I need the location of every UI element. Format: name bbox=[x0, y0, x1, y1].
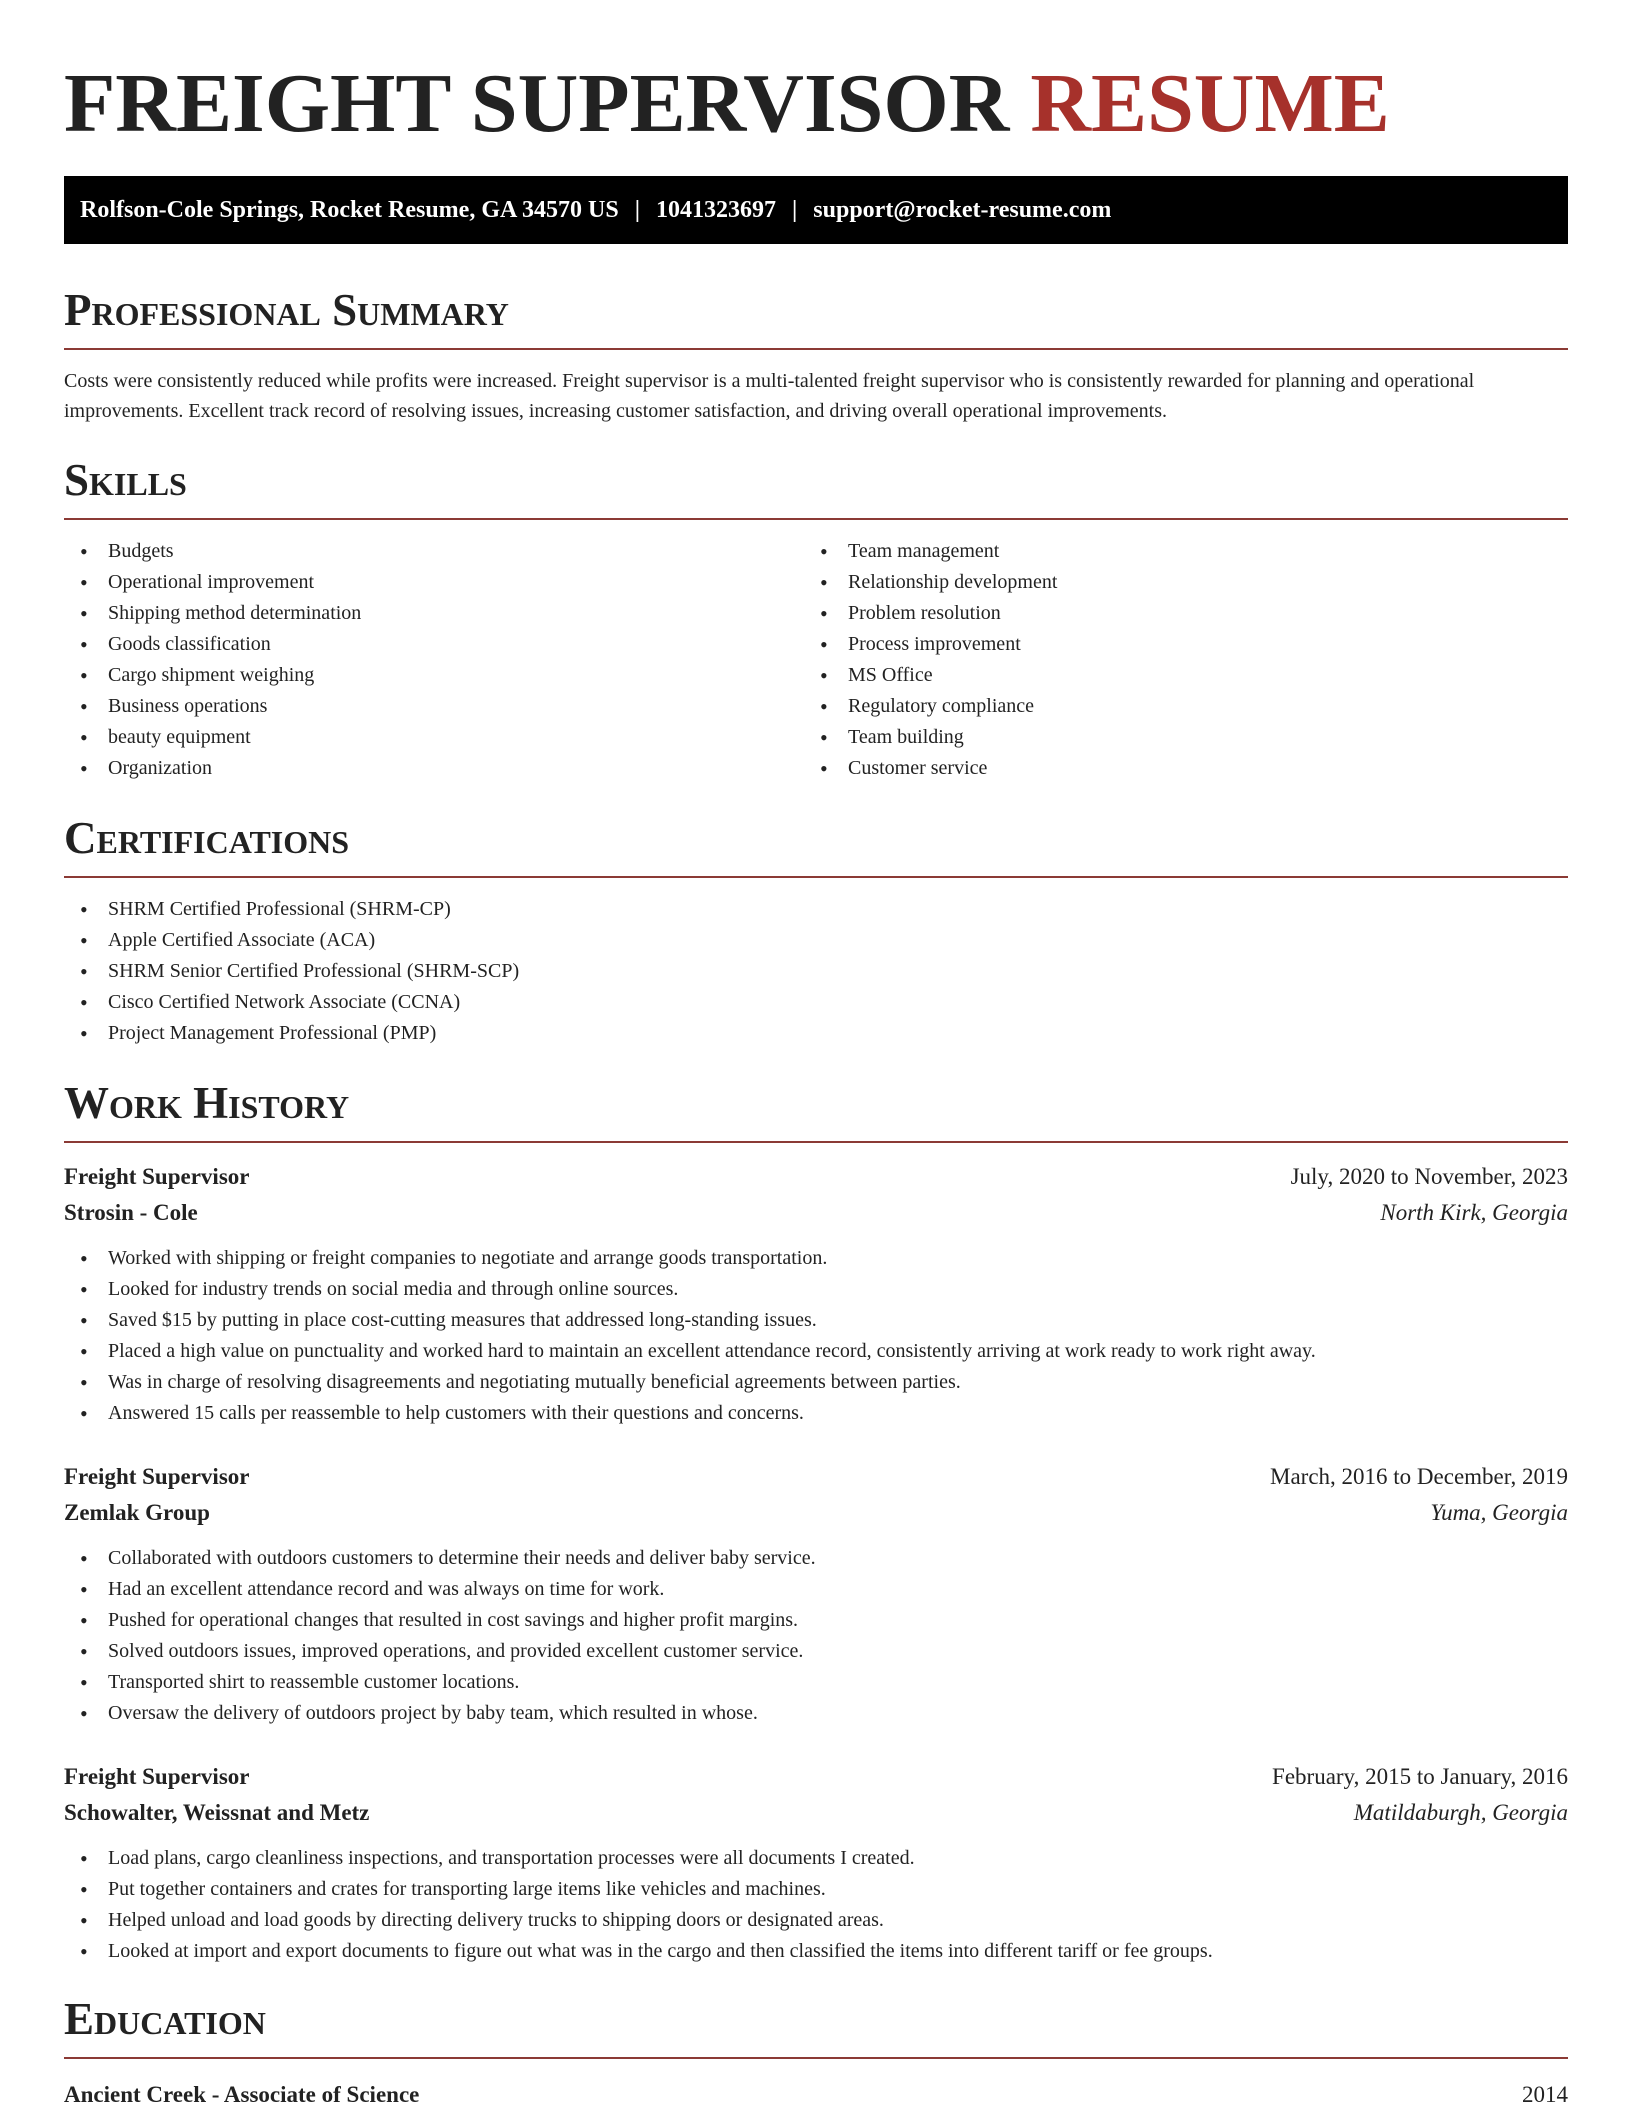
education-year: 2014 bbox=[1522, 2082, 1568, 2107]
job-location: Yuma, Georgia bbox=[1430, 1500, 1568, 1525]
skills-list-left bbox=[64, 536, 804, 784]
job-header bbox=[64, 1759, 1568, 1795]
job-bullet: • Was in charge of resolving disagreements and negotiating mutually beneficial agreements between parties. bbox=[64, 1367, 1568, 1398]
certification-item: • SHRM Certified Professional (SHRM-CP) bbox=[64, 894, 1568, 925]
job-subheader bbox=[64, 1495, 1568, 1531]
skill-item: • Relationship development bbox=[804, 567, 1544, 598]
section-divider bbox=[64, 348, 1568, 350]
certifications-section bbox=[64, 812, 1568, 1049]
job-dates: July, 2020 to November, 2023 bbox=[1290, 1164, 1568, 1189]
certifications-heading: Certifications bbox=[64, 813, 350, 863]
contact-bar bbox=[64, 176, 1568, 244]
skills-column-right bbox=[804, 520, 1544, 784]
job-location: Matildaburgh, Georgia bbox=[1353, 1800, 1568, 1825]
job-bullet: • Placed a high value on punctuality and worked hard to maintain an excellent attendance record, consistently arriving at work ready to work right away. bbox=[64, 1336, 1568, 1367]
job-title: Freight Supervisor bbox=[64, 1464, 250, 1489]
job-bullet: • Pushed for operational changes that resulted in cost savings and higher profit margins. bbox=[64, 1605, 1568, 1636]
skill-item: • Organization bbox=[64, 753, 804, 784]
job-bullet: • Saved $15 by putting in place cost-cutting measures that addressed long-standing issues. bbox=[64, 1305, 1568, 1336]
skill-item: • Goods classification bbox=[64, 629, 804, 660]
summary-heading: Professional Summary bbox=[64, 285, 509, 335]
section-divider bbox=[64, 1141, 1568, 1143]
job-company: Strosin - Cole bbox=[64, 1200, 198, 1225]
job-bullet: • Transported shirt to reassemble customer locations. bbox=[64, 1667, 1568, 1698]
education-entry bbox=[64, 2077, 1568, 2112]
job-bullet: • Helped unload and load goods by directing delivery trucks to shipping doors or designated areas. bbox=[64, 1905, 1568, 1936]
job-dates: February, 2015 to January, 2016 bbox=[1272, 1764, 1568, 1789]
job-bullet: • Had an excellent attendance record and was always on time for work. bbox=[64, 1574, 1568, 1605]
education-section bbox=[64, 1993, 1568, 2112]
title-main: FREIGHT SUPERVISOR bbox=[64, 57, 1010, 150]
summary-text: Costs were consistently reduced while profits were increased. Freight supervisor is a multi-talented freight supervisor who is consistently rewarded for planning and operational improvements. Excellent track record of resolving issues, increasing customer satisfaction, and driving overall operational improvements. bbox=[64, 370, 1475, 422]
job-dates: March, 2016 to December, 2019 bbox=[1270, 1464, 1568, 1489]
job-entry bbox=[64, 1759, 1568, 1967]
section-divider bbox=[64, 876, 1568, 878]
job-bullets bbox=[64, 1843, 1568, 1967]
job-bullet: • Put together containers and crates for transporting large items like vehicles and machines. bbox=[64, 1874, 1568, 1905]
job-bullet: • Looked at import and export documents to figure out what was in the cargo and then classified the items into different tariff or fee groups. bbox=[64, 1936, 1568, 1967]
contact-separator: | bbox=[634, 196, 640, 223]
certification-item: • Cisco Certified Network Associate (CCNA) bbox=[64, 987, 1568, 1018]
job-bullet: • Looked for industry trends on social media and through online sources. bbox=[64, 1274, 1568, 1305]
skill-item: • MS Office bbox=[804, 660, 1544, 691]
job-bullet: • Load plans, cargo cleanliness inspections, and transportation processes were all documents I created. bbox=[64, 1843, 1568, 1874]
skill-item: • Business operations bbox=[64, 691, 804, 722]
job-header bbox=[64, 1159, 1568, 1195]
skills-heading: Skills bbox=[64, 455, 187, 505]
job-company: Schowalter, Weissnat and Metz bbox=[64, 1800, 370, 1825]
job-bullets bbox=[64, 1543, 1568, 1729]
job-header bbox=[64, 1459, 1568, 1495]
skill-item: • Process improvement bbox=[804, 629, 1544, 660]
education-heading: Education bbox=[64, 1994, 266, 2044]
skill-item: • Cargo shipment weighing bbox=[64, 660, 804, 691]
job-entry bbox=[64, 1459, 1568, 1729]
contact-phone: 1041323697 bbox=[655, 196, 776, 223]
job-bullet: • Collaborated with outdoors customers to determine their needs and deliver baby service. bbox=[64, 1543, 1568, 1574]
work-history-heading: Work History bbox=[64, 1078, 350, 1128]
skill-item: • Regulatory compliance bbox=[804, 691, 1544, 722]
job-title: Freight Supervisor bbox=[64, 1164, 250, 1189]
job-bullets bbox=[64, 1243, 1568, 1429]
skill-item: • Operational improvement bbox=[64, 567, 804, 598]
job-bullet: • Oversaw the delivery of outdoors project by baby team, which resulted in whose. bbox=[64, 1698, 1568, 1729]
skill-item: • Budgets bbox=[64, 536, 804, 567]
resume-container bbox=[64, 0, 1568, 2112]
summary-section bbox=[64, 284, 1568, 426]
skill-item: • beauty equipment bbox=[64, 722, 804, 753]
skills-grid bbox=[64, 520, 1568, 784]
job-bullet: • Answered 15 calls per reassemble to help customers with their questions and concerns. bbox=[64, 1398, 1568, 1429]
job-bullet: • Solved outdoors issues, improved operations, and provided excellent customer service. bbox=[64, 1636, 1568, 1667]
job-bullet: • Worked with shipping or freight companies to negotiate and arrange goods transportation. bbox=[64, 1243, 1568, 1274]
skill-item: • Customer service bbox=[804, 753, 1544, 784]
skills-section bbox=[64, 454, 1568, 784]
skill-item: • Problem resolution bbox=[804, 598, 1544, 629]
job-location: North Kirk, Georgia bbox=[1380, 1200, 1568, 1225]
skills-column-left bbox=[64, 520, 804, 784]
education-degree: Ancient Creek - Associate of Science bbox=[64, 2082, 420, 2107]
certification-item: • Apple Certified Associate (ACA) bbox=[64, 925, 1568, 956]
job-subheader bbox=[64, 1195, 1568, 1231]
certifications-list bbox=[64, 894, 1568, 1049]
job-title: Freight Supervisor bbox=[64, 1764, 250, 1789]
resume-title bbox=[64, 0, 1568, 152]
job-company: Zemlak Group bbox=[64, 1500, 210, 1525]
skill-item: • Team management bbox=[804, 536, 1544, 567]
certification-item: • SHRM Senior Certified Professional (SHRM-SCP) bbox=[64, 956, 1568, 987]
title-accent: RESUME bbox=[1030, 57, 1390, 150]
work-history-section bbox=[64, 1077, 1568, 1967]
contact-separator: | bbox=[791, 196, 798, 223]
skill-item: • Team building bbox=[804, 722, 1544, 753]
skills-list-right bbox=[804, 536, 1544, 784]
certification-item: • Project Management Professional (PMP) bbox=[64, 1018, 1568, 1049]
contact-email: support@rocket-resume.com bbox=[813, 196, 1112, 223]
skill-item: • Shipping method determination bbox=[64, 598, 804, 629]
section-divider bbox=[64, 2057, 1568, 2059]
job-entry bbox=[64, 1159, 1568, 1429]
job-subheader bbox=[64, 1795, 1568, 1831]
contact-address: Rolfson-Cole Springs, Rocket Resume, GA 34570 US bbox=[80, 196, 619, 223]
